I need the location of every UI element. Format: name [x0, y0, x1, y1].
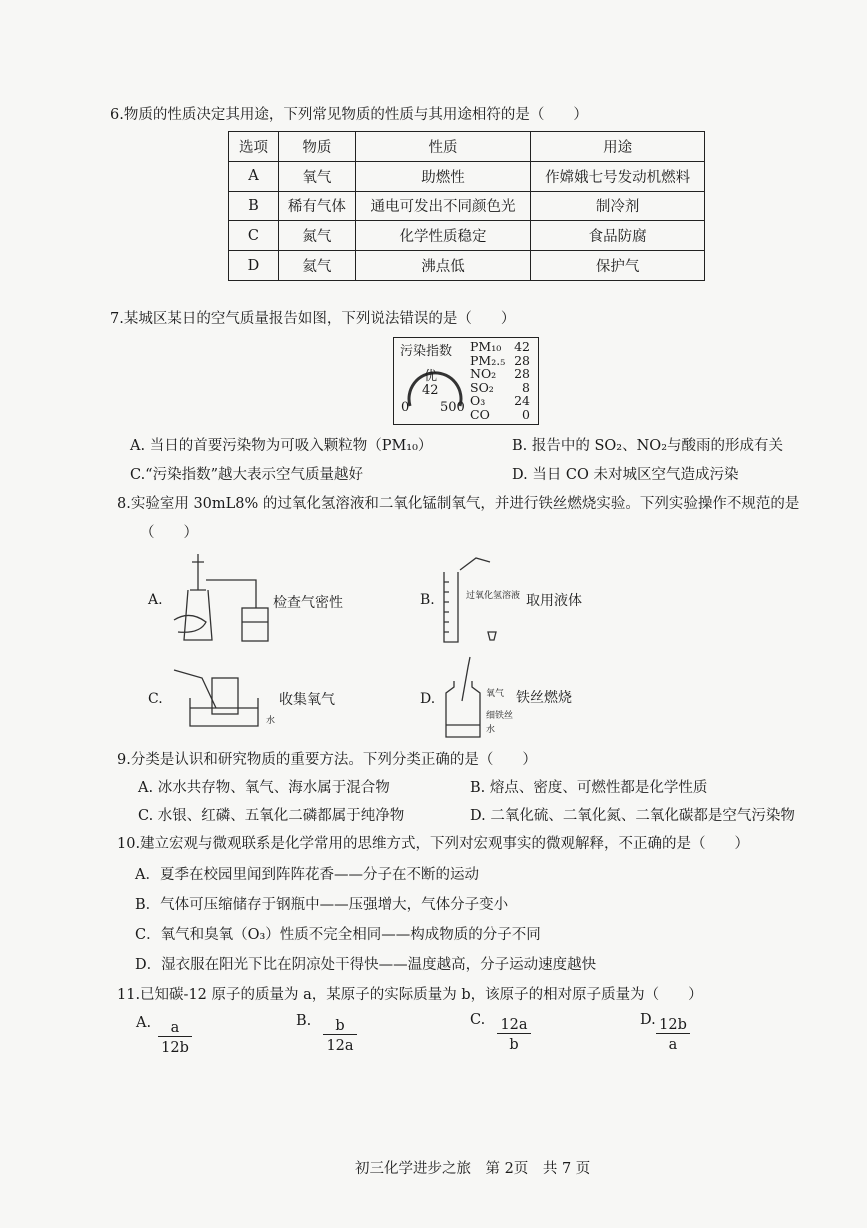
table-cell: 化学性质稳定: [355, 221, 531, 251]
q7-stem: 7.某城区某日的空气质量报告如图，下列说法错误的是（ ）: [110, 311, 516, 327]
air-quality-report: [393, 337, 539, 425]
q10-option-d: D．湿衣服在阳光下比在阴凉处干得快——温度越高，分子运动速度越快: [135, 957, 597, 973]
q10-option-a: A．夏季在校园里闻到阵阵花香——分子在不断的运动: [135, 867, 479, 883]
table-header: 物质: [278, 132, 355, 162]
table-cell: 氮气: [278, 221, 355, 251]
gas-collection-apparatus-icon: [172, 668, 262, 730]
q9-option-c: C. 水银、红磷、五氧化二磷都属于纯净物: [138, 808, 405, 824]
pollutant-row: [470, 394, 530, 408]
table-cell: 氧气: [278, 161, 355, 191]
pollutant-list: [470, 340, 530, 421]
pollutant-row: [470, 408, 530, 422]
q11-option-a-fraction: [158, 1020, 192, 1056]
table-cell: C: [229, 221, 279, 251]
q8-option-b-letter: B.: [420, 592, 435, 608]
pollutant-name: CO: [470, 406, 490, 422]
q11-option-a-letter: A.: [136, 1015, 152, 1031]
table-cell: 沸点低: [355, 251, 531, 281]
pollutant-value: 42: [514, 339, 530, 354]
q8-option-d-letter: D.: [420, 691, 436, 707]
q7-option-d: D. 当日 CO 未对城区空气造成污染: [512, 467, 739, 483]
pollutant-name: PM₁₀: [470, 339, 502, 354]
iron-wire-burning-icon: [440, 655, 484, 740]
table-header: 用途: [531, 132, 705, 162]
q7-option-a: A. 当日的首要污染物为可吸入颗粒物（PM₁₀）: [130, 438, 433, 454]
q11-option-d-fraction: [656, 1017, 690, 1053]
q8-stem-paren: （ ）: [140, 525, 198, 541]
report-grade: 优: [424, 369, 438, 384]
q9-option-d: D. 二氧化硫、二氧化氮、二氧化碳都是空气污染物: [470, 808, 795, 824]
q7-option-b: B. 报告中的 SO₂、NO₂与酸雨的形成有关: [512, 438, 784, 454]
table-header: 选项: [229, 132, 279, 162]
q8-option-a-caption: 检查气密性: [273, 595, 343, 611]
pollutant-value: 8: [522, 379, 530, 395]
table-cell: 氦气: [278, 251, 355, 281]
q11-option-b-fraction: [323, 1018, 357, 1054]
report-title: 污染指数: [400, 344, 453, 359]
q7-option-c: C.“污染指数”越大表示空气质量越好: [130, 467, 364, 483]
table-cell: 通电可发出不同颜色光: [355, 191, 531, 221]
pollutant-row: [470, 354, 530, 368]
table-cell: D: [229, 251, 279, 281]
table-cell: A: [229, 161, 279, 191]
q6-stem: 6.物质的性质决定其用途，下列常见物质的性质与其用途相符的是（ ）: [110, 107, 588, 123]
fraction-numerator: 12b: [656, 1017, 690, 1034]
table-row: [229, 191, 705, 221]
q11-option-c-fraction: [497, 1017, 531, 1053]
scale-min: 0: [401, 400, 410, 415]
q8-option-c-caption: 收集氧气: [279, 692, 335, 708]
airtightness-apparatus-icon: [170, 550, 270, 645]
q8-option-b-caption: 取用液体: [526, 593, 582, 609]
pollutant-value: 28: [514, 366, 530, 381]
pollutant-name: PM₂.₅: [470, 352, 506, 368]
fraction-numerator: 12a: [497, 1017, 531, 1034]
pollutant-row: [470, 367, 530, 381]
table-row: [229, 161, 705, 191]
report-index: 42: [422, 383, 439, 398]
table-header-row: [229, 132, 705, 162]
table-cell: 保护气: [531, 251, 705, 281]
table-cell: 助燃性: [355, 161, 531, 191]
q8-option-c-note: 水: [266, 716, 276, 726]
q8-option-c-letter: C.: [148, 691, 163, 707]
pollutant-name: SO₂: [470, 379, 494, 395]
pollutant-name: O₃: [470, 393, 486, 408]
q11-option-b-letter: B.: [296, 1013, 312, 1029]
q8-option-d-label-oxygen: 氧气: [486, 689, 505, 699]
q11-stem: 11.已知碳-12 原子的质量为 a，某原子的实际质量为 b，该原子的相对原子质量为（ ）: [117, 987, 703, 1003]
fraction-denominator: 12b: [161, 1040, 189, 1056]
table-cell: B: [229, 191, 279, 221]
q10-option-c: C．氧气和臭氧（O₃）性质不完全相同——构成物质的分子不同: [135, 927, 541, 943]
q11-option-d-letter: D.: [640, 1012, 656, 1028]
q8-option-d-label-water: 水: [486, 725, 496, 735]
fraction-numerator: b: [323, 1018, 357, 1035]
pollutant-value: 0: [522, 406, 530, 422]
pollutant-value: 24: [514, 393, 530, 408]
pollutant-name: NO₂: [470, 366, 497, 381]
q10-option-b: B．气体可压缩储存于钢瓶中——压强增大，气体分子变小: [135, 897, 509, 913]
table-cell: 食品防腐: [531, 221, 705, 251]
q8-option-d-caption: 铁丝燃烧: [516, 690, 572, 706]
pollutant-value: 28: [514, 352, 530, 368]
q8-option-d-label-wire: 细铁丝: [486, 711, 514, 721]
scale-max: 500: [440, 400, 465, 415]
table-row: [229, 221, 705, 251]
fraction-denominator: b: [509, 1037, 519, 1053]
q8-option-b-note: 过氧化氢溶液: [466, 591, 521, 601]
table-row: [229, 251, 705, 281]
q9-option-a: A. 冰水共存物、氧气、海水属于混合物: [138, 780, 390, 796]
fraction-numerator: a: [158, 1020, 192, 1037]
pollutant-row: [470, 340, 530, 354]
q8-option-a-letter: A.: [148, 592, 163, 608]
q10-stem: 10.建立宏观与微观联系是化学常用的思维方式，下列对宏观事实的微观解释，不正确的是（ ）: [117, 836, 750, 852]
page-footer: 初三化学进步之旅 第 2页 共 7 页: [355, 1161, 591, 1177]
table-header: 性质: [355, 132, 531, 162]
table-cell: 稀有气体: [278, 191, 355, 221]
q11-option-c-letter: C.: [470, 1012, 486, 1028]
q6-table: [228, 131, 705, 281]
q8-stem: 8.实验室用 30mL8% 的过氧化氢溶液和二氧化锰制氧气，并进行铁丝燃烧实验。下列实验操作不规范的是: [117, 496, 800, 512]
pollutant-row: [470, 381, 530, 395]
q9-stem: 9.分类是认识和研究物质的重要方法。下列分类正确的是（ ）: [117, 752, 537, 768]
q9-option-b: B. 熔点、密度、可燃性都是化学性质: [470, 780, 708, 796]
fraction-denominator: a: [668, 1037, 678, 1053]
table-cell: 作嫦娥七号发动机燃料: [531, 161, 705, 191]
fraction-denominator: 12a: [326, 1038, 354, 1054]
table-cell: 制冷剂: [531, 191, 705, 221]
